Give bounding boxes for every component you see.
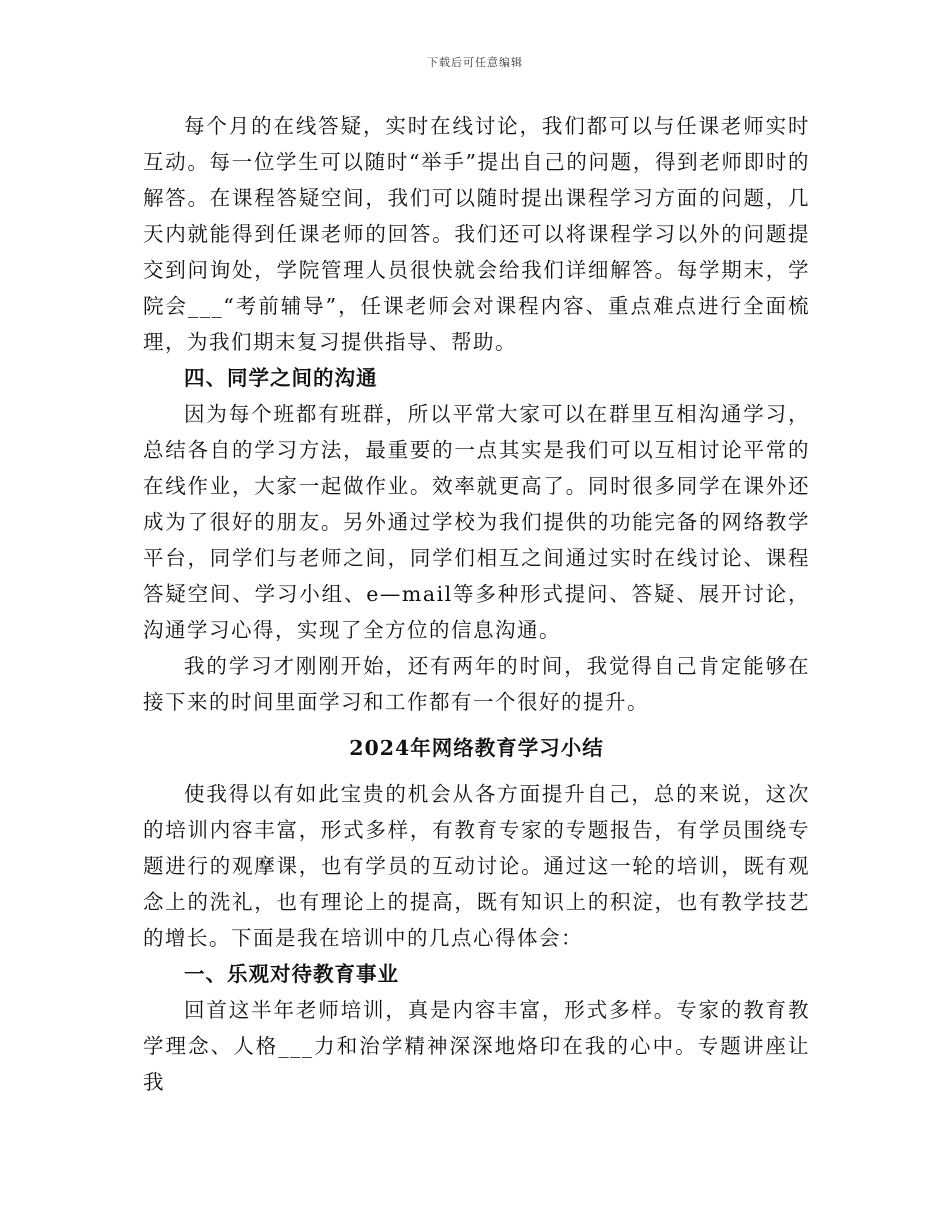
section-heading-optimism: 一、乐观对待教育事业 (184, 962, 399, 986)
page-header: 下载后可任意编辑 (427, 56, 523, 69)
section-heading-peer-communication: 四、同学之间的沟通 (184, 366, 378, 390)
paragraph-class-group: 因为每个班都有班群，所以平常大家可以在群里互相沟通学习，总结各自的学习方法，最重要的一点其实是我们可以互相讨论平常的在线作业，大家一起做作业。效率就更高了。同时很多同学在课外还成为了很好的朋友。另外通过学校为我们提供的功能完备的网络教学平台，同学们与老师之间，同学们相互之间通过实时在线讨论、课程答疑空间、学习小组、e—mail等多种形式提问、答疑、展开讨论，沟通学习心得，实现了全方位的信息沟通。 (143, 402, 810, 642)
document-body (143, 108, 810, 1100)
paragraph-training-summary: 使我得以有如此宝贵的机会从各方面提升自己，总的来说，这次的培训内容丰富，形式多样，有教育专家的专题报告，有学员围绕专题进行的观摩课，也有学员的互动讨论。通过这一轮的培训，既有观念上的洗礼，也有理论上的提高，既有知识上的积淀，也有教学技艺的增长。下面是我在培训中的几点心得体会： (143, 782, 810, 950)
paragraph-future-study: 我的学习才刚刚开始，还有两年的时间，我觉得自己肯定能够在接下来的时间里面学习和工作都有一个很好的提升。 (143, 654, 810, 714)
paragraph-teacher-training: 回首这半年老师培训，真是内容丰富，形式多样。专家的教育教学理念、人格___力和治学精神深深地烙印在我的心中。专题讲座让我 (143, 998, 810, 1094)
document-title: 2024年网络教育学习小结 (349, 736, 604, 760)
paragraph-online-qa: 每个月的在线答疑，实时在线讨论，我们都可以与任课老师实时互动。每一位学生可以随时“举手”提出自己的问题，得到老师即时的解答。在课程答疑空间，我们可以随时提出课程学习方面的问题，几天内就能得到任课老师的回答。我们还可以将课程学习以外的问题提交到问询处，学院管理人员很快就会给我们详细解答。每学期末，学院会___“考前辅导”，任课老师会对课程内容、重点难点进行全面梳理，为我们期末复习提供指导、帮助。 (143, 114, 810, 354)
